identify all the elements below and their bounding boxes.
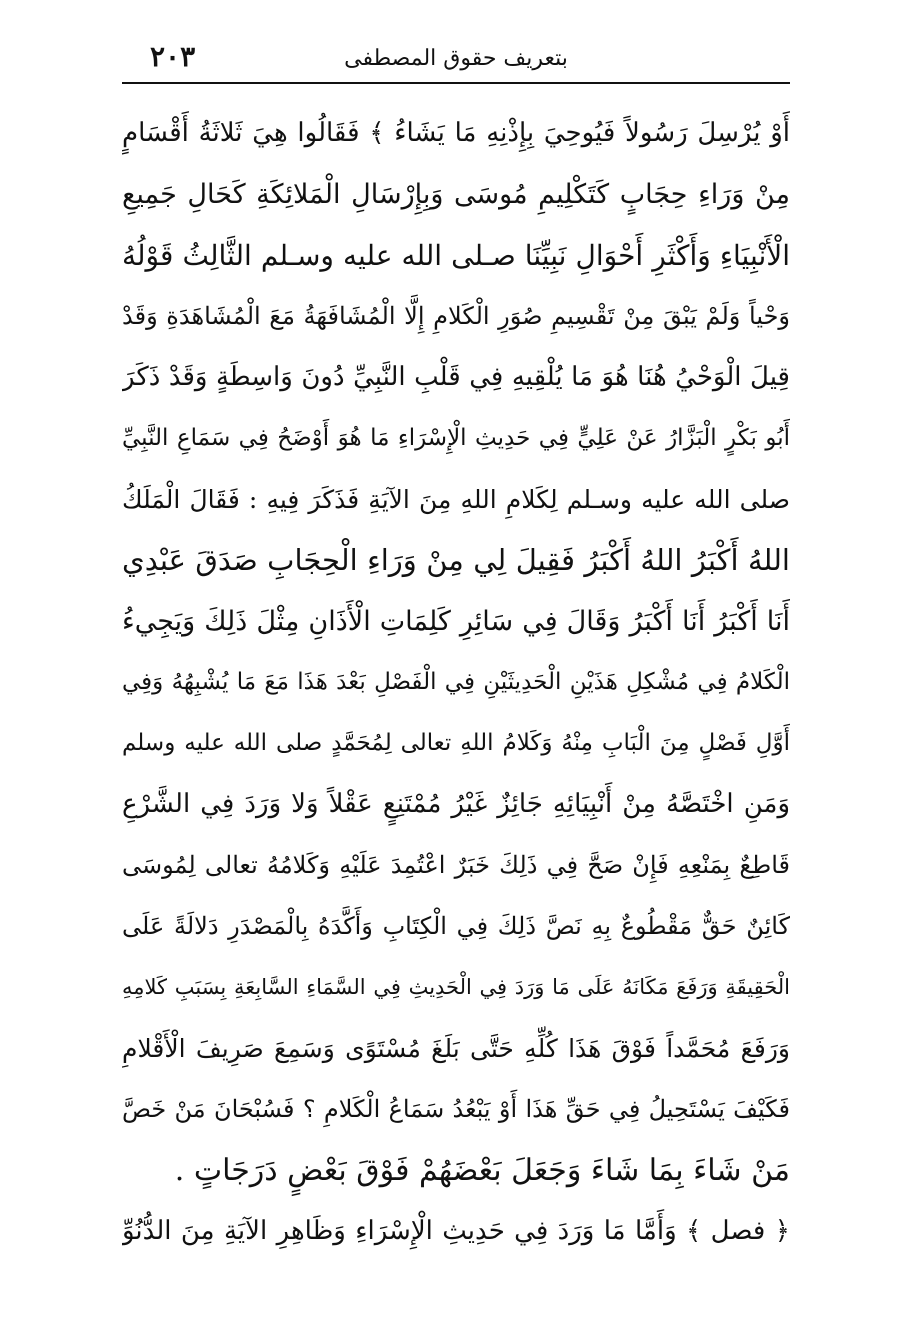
text-line: الْكَلامُ فِي مُشْكِلِ هَذَيْنِ الْحَدِيثَيْنِ فِي الْفَصْلِ بَعْدَ هَذَا مَعَ مَا يُشْبِهُهُ وَفِي bbox=[122, 669, 790, 695]
text-line: كَائِنٌ حَقٌّ مَقْطُوعٌ بِهِ نَصَّ ذَلِكَ فِي الْكِتَابِ وَأَكَّدَهُ بِالْمَصْدَرِ دَلالَةً عَلَى bbox=[122, 912, 790, 940]
text-line: أَنَا أَكْبَرُ أَنَا أَكْبَرُ وَقَالَ فِي سَائِرِ كَلِمَاتِ الْأَذَانِ مِثْلَ ذَلِكَ وَيَجِيءُ bbox=[122, 606, 790, 637]
section-heading-line: ﴿ فصل ﴾ وَأَمَّا مَا وَرَدَ فِي حَدِيثِ الْإِسْرَاءِ وَظَاهِرِ الآيَةِ مِنَ الدُّنُوِّ bbox=[122, 1216, 790, 1246]
text-line: أَوْ يُرْسِلَ رَسُولاً فَيُوحِيَ بِإِذْنِهِ مَا يَشَاءُ ﴾ فَقَالُوا هِيَ ثَلاثَةُ أَقْسَامٍ bbox=[122, 118, 790, 148]
text-line: وَرَفَعَ مُحَمَّداً فَوْقَ هَذَا كُلِّهِ حَتَّى بَلَغَ مُسْتَوًى وَسَمِعَ صَرِيفَ الْأَقْلامِ bbox=[122, 1034, 790, 1063]
text-line: أَوَّلِ فَصْلٍ مِنَ الْبَابِ مِنْهُ وَكَلامُ اللهِ تعالى لِمُحَمَّدٍ صلى الله عليه وسلم bbox=[122, 730, 790, 756]
text-line: قِيلَ الْوَحْيُ هُنَا هُوَ مَا يُلْقِيهِ فِي قَلْبِ النَّبِيِّ دُونَ وَاسِطَةٍ وَقَدْ ذَكَرَ bbox=[122, 362, 790, 392]
text-line: وَمَنِ اخْتَصَّهُ مِنْ أَنْبِيَائِهِ جَائِزٌ غَيْرُ مُمْتَنِعٍ عَقْلاً وَلا وَرَدَ فِي الشَّرْعِ bbox=[122, 789, 790, 819]
text-line: فَكَيْفَ يَسْتَحِيلُ فِي حَقِّ هَذَا أَوْ يَبْعُدُ سَمَاعُ الْكَلامِ ؟ فَسُبْحَانَ مَنْ خَصَّ bbox=[122, 1095, 790, 1123]
text-line: الْحَقِيقَةِ وَرَفَعَ مَكَانَهُ عَلَى مَا وَرَدَ فِي الْحَدِيثِ فِي السَّمَاءِ السَّابِعَةِ بِسَبَبِ كَلامِهِ bbox=[122, 975, 790, 999]
page-header bbox=[122, 38, 790, 78]
page-number: ٢٠٣ bbox=[150, 40, 196, 73]
header-rule bbox=[122, 82, 790, 84]
text-line: الْأَنْبِيَاءِ وَأَكْثَرِ أَحْوَالِ نَبِيِّنَا صـلى الله عليه وسـلم الثَّالِثُ قَوْلُهُ bbox=[122, 239, 790, 272]
text-line: اللهُ أَكْبَرُ اللهُ أَكْبَرُ فَقِيلَ لِي مِنْ وَرَاءِ الْحِجَابِ صَدَقَ عَبْدِي bbox=[122, 543, 790, 577]
text-line: وَحْياً وَلَمْ يَبْقَ مِنْ تَقْسِيمِ صُوَرِ الْكَلامِ إِلَّا الْمُشَافَهَةُ مَعَ الْمُشَاهَدَةِ وَقَدْ bbox=[122, 302, 790, 330]
paragraph-end-line: مَنْ شَاءَ بِمَا شَاءَ وَجَعَلَ بَعْضَهُمْ فَوْقَ بَعْضٍ دَرَجَاتٍ . bbox=[174, 1153, 790, 1188]
text-line: مِنْ وَرَاءِ حِجَابٍ كَتَكْلِيمِ مُوسَى وَبِإِرْسَالِ الْمَلائِكَةِ كَحَالِ جَمِيعِ bbox=[122, 179, 790, 210]
body-text bbox=[122, 103, 790, 1262]
text-line: أَبُو بَكْرٍ الْبَزَّارُ عَنْ عَلِيٍّ فِي حَدِيثِ الْإِسْرَاءِ مَا هُوَ أَوْضَحُ فِي سَمَاعِ النَّبِيِّ bbox=[122, 425, 790, 451]
running-title: بتعريف حقوق المصطفى bbox=[344, 46, 568, 71]
text-line: قَاطِعٌ بِمَنْعِهِ فَإِنْ صَحَّ فِي ذَلِكَ خَبَرٌ اعْتُمِدَ عَلَيْهِ وَكَلامُهُ تعالى لِمُوسَى bbox=[122, 851, 790, 879]
text-line: صلى الله عليه وسـلم لِكَلامِ اللهِ مِنَ الآيَةِ فَذَكَرَ فِيهِ : فَقَالَ الْمَلَكُ bbox=[122, 485, 790, 514]
